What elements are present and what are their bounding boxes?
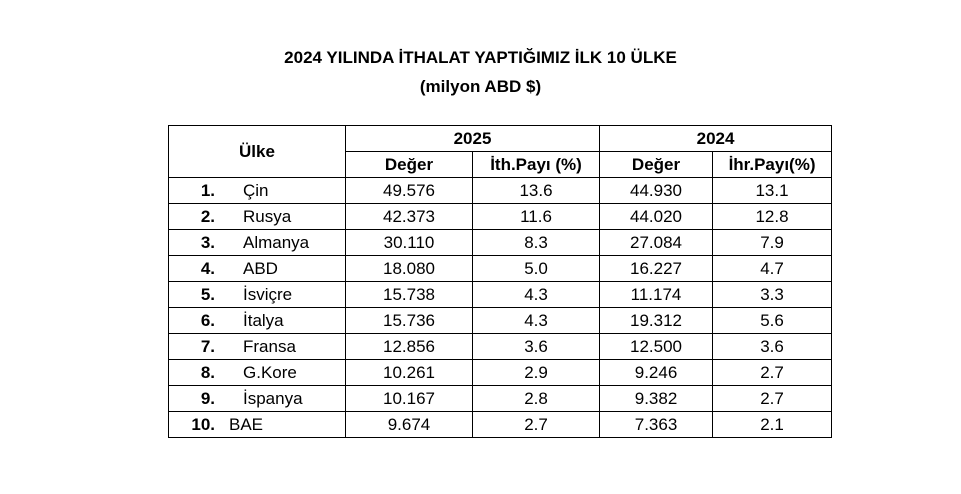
- rank-number: 10.: [191, 414, 215, 434]
- share-2025-cell: 2.9: [473, 360, 600, 386]
- value-2024-cell: 11.174: [600, 282, 713, 308]
- share-2025-cell: 2.7: [473, 412, 600, 438]
- value-2025-cell: 18.080: [346, 256, 473, 282]
- country-cell: [169, 178, 346, 204]
- country-cell: [169, 230, 346, 256]
- value-2024-cell: 19.312: [600, 308, 713, 334]
- year-header-2024: 2024: [600, 126, 832, 152]
- share-2024-cell: 12.8: [713, 204, 832, 230]
- share-2024-cell: 2.7: [713, 386, 832, 412]
- share-2025-cell: 5.0: [473, 256, 600, 282]
- value-2024-cell: 12.500: [600, 334, 713, 360]
- value-2025-header: Değer: [346, 152, 473, 178]
- value-2025-cell: 15.736: [346, 308, 473, 334]
- value-2025-cell: 49.576: [346, 178, 473, 204]
- table-row: [169, 204, 832, 230]
- share-2025-cell: 4.3: [473, 282, 600, 308]
- rank-number: 1.: [200, 180, 215, 200]
- value-2025-cell: 15.738: [346, 282, 473, 308]
- share-2025-cell: 11.6: [473, 204, 600, 230]
- table-row: [169, 386, 832, 412]
- value-2025-cell: 12.856: [346, 334, 473, 360]
- value-2025-cell: 30.110: [346, 230, 473, 256]
- table-row: [169, 360, 832, 386]
- table-row: [169, 256, 832, 282]
- country-name: İspanya: [243, 388, 303, 408]
- table-body: [169, 178, 832, 438]
- page-subtitle: (milyon ABD $): [419, 77, 542, 96]
- value-2025-cell: 10.167: [346, 386, 473, 412]
- table-row: [169, 412, 832, 438]
- value-2024-cell: 16.227: [600, 256, 713, 282]
- country-name: Rusya: [243, 206, 292, 226]
- share-2025-cell: 4.3: [473, 308, 600, 334]
- country-cell: [169, 334, 346, 360]
- rank-number: 9.: [200, 388, 215, 408]
- value-2024-cell: 44.930: [600, 178, 713, 204]
- page-title: 2024 YILINDA İTHALAT YAPTIĞIMIZ İLK 10 ÜLKE: [284, 48, 677, 67]
- share-2025-header: İth.Payı (%): [473, 152, 600, 178]
- table-row: [169, 308, 832, 334]
- value-2025-cell: 10.261: [346, 360, 473, 386]
- table-row: [169, 178, 832, 204]
- share-2025-cell: 3.6: [473, 334, 600, 360]
- country-name: Almanya: [243, 232, 310, 252]
- share-2024-cell: 4.7: [713, 256, 832, 282]
- year-header-2025: 2025: [346, 126, 600, 152]
- country-cell: [169, 256, 346, 282]
- country-name: G.Kore: [243, 362, 297, 382]
- rank-number: 4.: [200, 258, 215, 278]
- value-2024-cell: 44.020: [600, 204, 713, 230]
- rank-number: 5.: [200, 284, 215, 304]
- country-name: Çin: [243, 180, 269, 200]
- header-row-years: [169, 126, 832, 152]
- country-cell: [169, 412, 346, 438]
- share-2025-cell: 13.6: [473, 178, 600, 204]
- value-2024-cell: 27.084: [600, 230, 713, 256]
- share-2025-cell: 8.3: [473, 230, 600, 256]
- rank-number: 3.: [200, 232, 215, 252]
- country-name: ABD: [243, 258, 278, 278]
- share-2024-cell: 7.9: [713, 230, 832, 256]
- import-table: [168, 125, 832, 438]
- share-2024-cell: 13.1: [713, 178, 832, 204]
- share-2024-cell: 3.6: [713, 334, 832, 360]
- table-row: [169, 334, 832, 360]
- rank-number: 6.: [200, 310, 215, 330]
- share-2024-cell: 2.1: [713, 412, 832, 438]
- value-2024-cell: 7.363: [600, 412, 713, 438]
- value-2024-cell: 9.246: [600, 360, 713, 386]
- country-name: İtalya: [243, 310, 284, 330]
- country-cell: [169, 386, 346, 412]
- country-cell: [169, 308, 346, 334]
- rank-number: 7.: [200, 336, 215, 356]
- share-2025-cell: 2.8: [473, 386, 600, 412]
- country-cell: [169, 282, 346, 308]
- share-2024-cell: 5.6: [713, 308, 832, 334]
- share-2024-cell: 3.3: [713, 282, 832, 308]
- value-2025-cell: 42.373: [346, 204, 473, 230]
- value-2025-cell: 9.674: [346, 412, 473, 438]
- country-name: İsviçre: [243, 284, 293, 304]
- country-cell: [169, 204, 346, 230]
- country-name: Fransa: [243, 336, 296, 356]
- country-cell: [169, 360, 346, 386]
- table-row: [169, 282, 832, 308]
- share-2024-cell: 2.7: [713, 360, 832, 386]
- rank-number: 2.: [200, 206, 215, 226]
- table-row: [169, 230, 832, 256]
- country-name: BAE: [229, 414, 264, 434]
- value-2024-header: Değer: [600, 152, 713, 178]
- rank-number: 8.: [200, 362, 215, 382]
- country-column-header: Ülke: [169, 126, 346, 178]
- share-2024-header: İhr.Payı(%): [713, 152, 832, 178]
- value-2024-cell: 9.382: [600, 386, 713, 412]
